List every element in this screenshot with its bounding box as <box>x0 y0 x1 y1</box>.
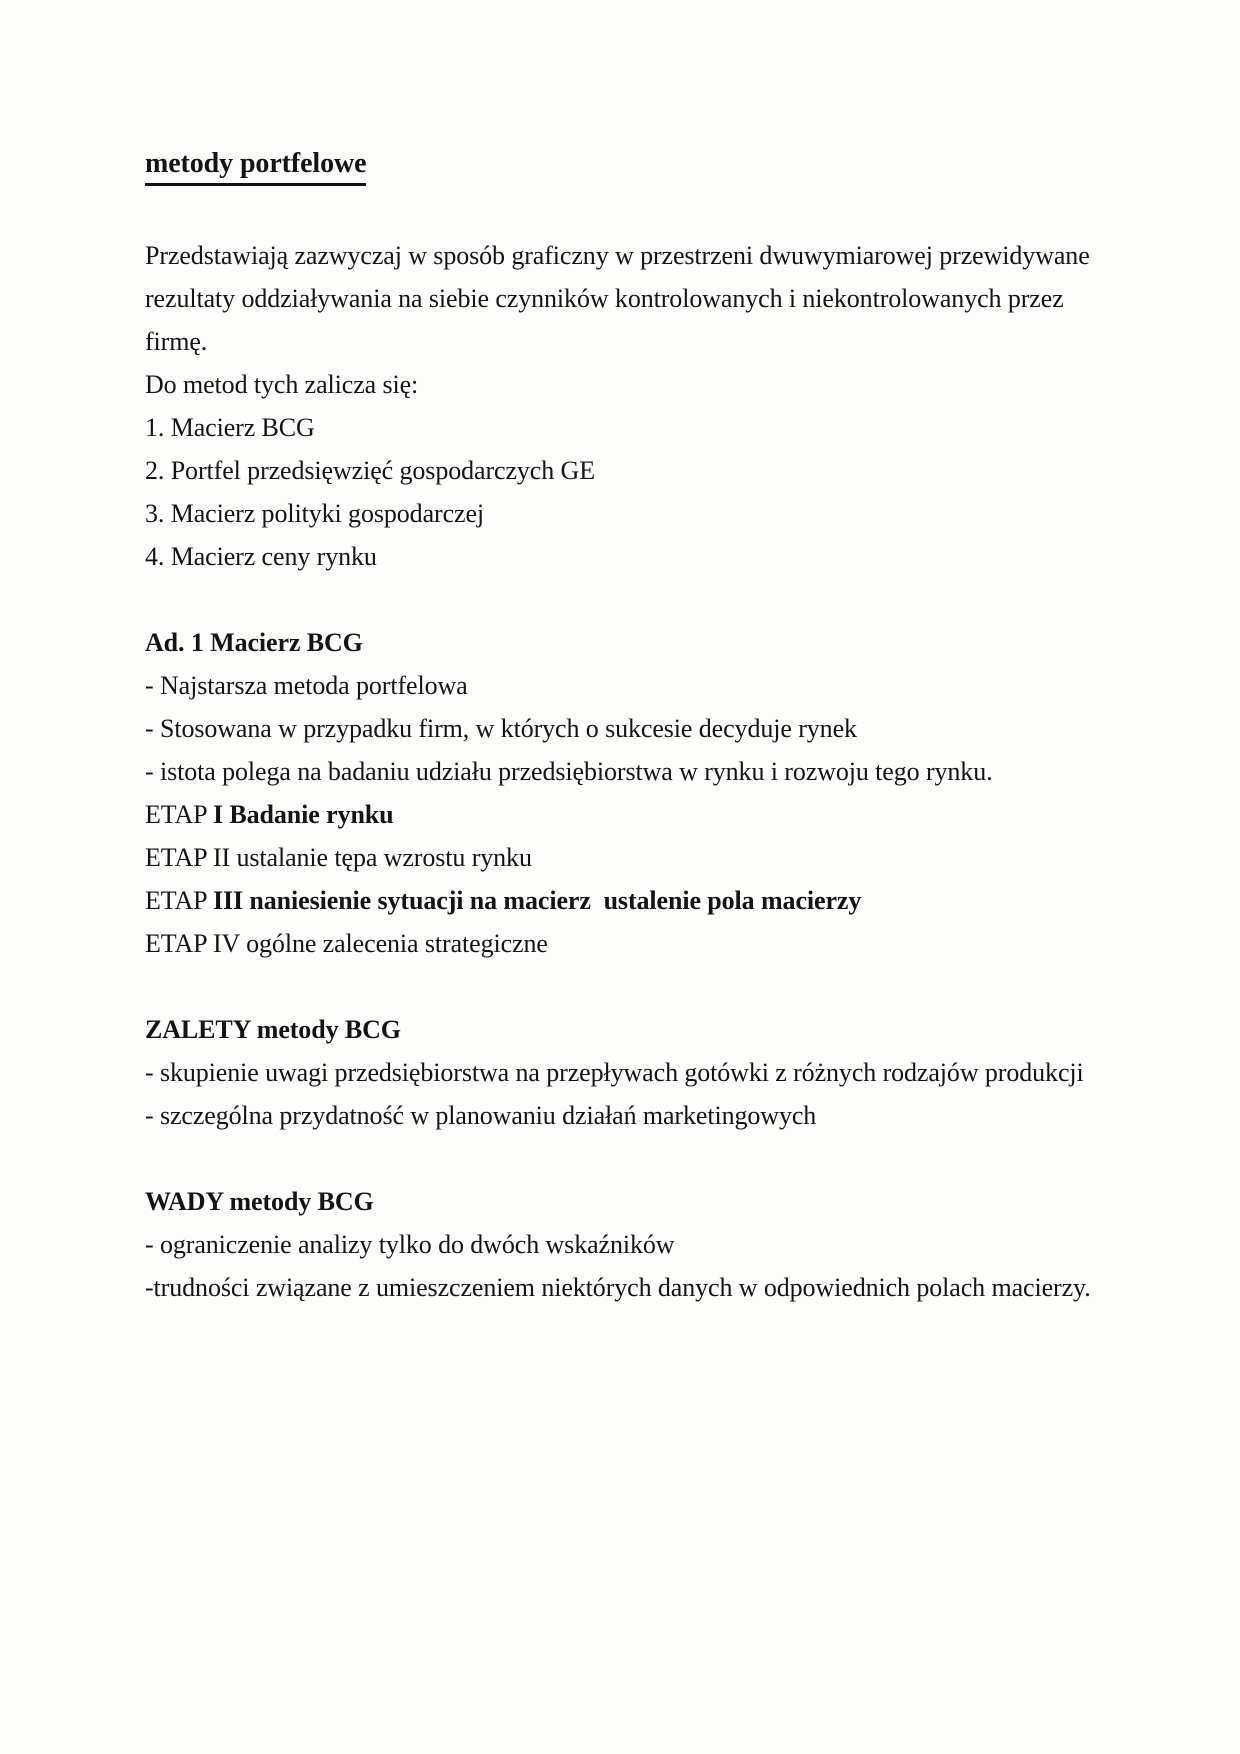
text-run: - Najstarsza metoda portfelowa <box>145 671 468 700</box>
text-run: 4. Macierz ceny rynku <box>145 542 377 571</box>
text-line <box>145 535 1145 578</box>
text-line <box>145 1008 1145 1051</box>
text-line <box>145 449 1145 492</box>
text-run: - skupienie uwagi przedsiębiorstwa na przepływach gotówki z różnych rodzajów produkcji <box>145 1058 1084 1087</box>
text-run: Przedstawiają zazwyczaj w sposób graficzny w przestrzeni dwuwymiarowej przewidywane <box>145 241 1090 270</box>
text-run: ETAP II ustalanie tępa wzrostu rynku <box>145 843 532 872</box>
text-line <box>145 707 1145 750</box>
text-line <box>145 793 1145 836</box>
text-line <box>145 277 1145 320</box>
text-line <box>145 621 1145 664</box>
text-line <box>145 750 1145 793</box>
text-line <box>145 664 1145 707</box>
text-run: rezultaty oddziaływania na siebie czynników kontrolowanych i niekontrolowanych przez <box>145 284 1064 313</box>
text-run: 3. Macierz polityki gospodarczej <box>145 499 485 528</box>
blank-line <box>145 1137 1145 1180</box>
text-run: -trudności związane z umieszczeniem niektórych danych w odpowiednich polach macierzy. <box>145 1273 1091 1302</box>
text-line <box>145 320 1145 363</box>
text-run: III naniesienie sytuacji na macierz ustalenie pola macierzy <box>212 886 862 915</box>
text-line <box>145 363 1145 406</box>
text-run: - Stosowana w przypadku firm, w których o sukcesie decyduje rynek <box>145 714 857 743</box>
text-line <box>145 492 1145 535</box>
text-run: Ad. 1 Macierz BCG <box>145 628 363 657</box>
text-run: ETAP <box>145 800 213 829</box>
document-body <box>145 234 1145 1309</box>
text-run: ETAP IV ogólne zalecenia strategiczne <box>145 929 548 958</box>
text-line <box>145 879 1145 922</box>
text-run: - istota polega na badaniu udziału przedsiębiorstwa w rynku i rozwoju tego rynku. <box>145 757 993 786</box>
text-line <box>145 234 1145 277</box>
text-run: WADY metody BCG <box>145 1187 374 1216</box>
text-line <box>145 406 1145 449</box>
document-title: metody portfelowe <box>145 146 366 186</box>
text-line <box>145 1051 1145 1094</box>
text-line <box>145 922 1145 965</box>
text-run: Do metod tych zalicza się: <box>145 370 419 399</box>
text-line <box>145 1094 1145 1137</box>
blank-line <box>145 578 1145 621</box>
text-run: - ograniczenie analizy tylko do dwóch wskaźników <box>145 1230 675 1259</box>
text-run: ETAP <box>145 886 213 915</box>
text-run: ZALETY metody BCG <box>145 1015 401 1044</box>
text-run: firmę. <box>145 327 208 356</box>
text-line <box>145 1223 1145 1266</box>
text-run: 2. Portfel przedsięwzięć gospodarczych GE <box>145 456 595 485</box>
blank-line <box>145 965 1145 1008</box>
text-run: I Badanie rynku <box>212 800 394 829</box>
text-run: - szczególna przydatność w planowaniu działań marketingowych <box>145 1101 817 1130</box>
text-line <box>145 1266 1145 1309</box>
text-run: 1. Macierz BCG <box>145 413 315 442</box>
text-line <box>145 1180 1145 1223</box>
text-line <box>145 836 1145 879</box>
